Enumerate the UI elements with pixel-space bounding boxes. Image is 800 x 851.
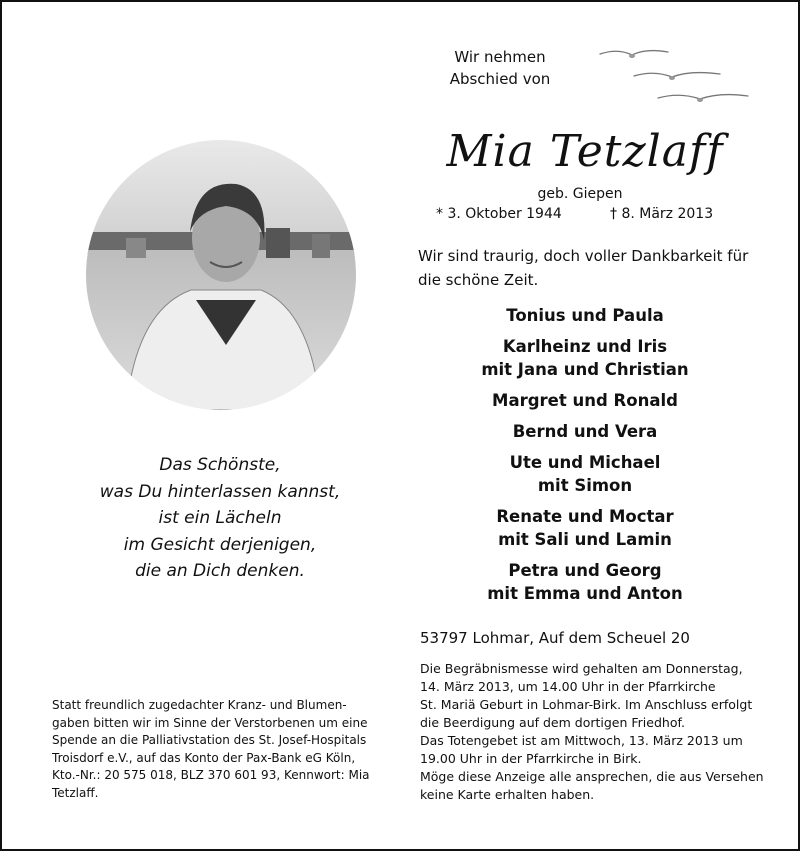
family-line: mit Jana und Christian: [481, 360, 689, 379]
service-line: 19.00 Uhr in der Pfarrkirche in Birk.: [420, 751, 642, 766]
family-group: [430, 420, 740, 443]
donation-line: Statt freundlich zugedachter Kranz- und Blumen-: [52, 698, 347, 712]
service-line: Die Begräbnismesse wird gehalten am Donnerstag,: [420, 661, 743, 676]
seagulls-illustration: [596, 44, 756, 114]
family-group: [430, 505, 740, 551]
service-line: keine Karte erhalten haben.: [420, 787, 595, 802]
intro-line: Wir nehmen: [454, 48, 546, 66]
quote-line: im Gesicht derjenigen,: [123, 534, 317, 555]
service-line: 14. März 2013, um 14.00 Uhr in der Pfarrkirche: [420, 679, 716, 694]
service-details: [420, 660, 764, 804]
family-line: Karlheinz und Iris: [502, 337, 668, 356]
family-list: [430, 304, 740, 613]
portrait-photo: [86, 140, 356, 410]
sorrow-line: Wir sind traurig, doch voller Dankbarkeit für: [418, 247, 749, 265]
family-line: mit Simon: [537, 476, 633, 495]
sorrow-line: die schöne Zeit.: [418, 271, 539, 289]
donation-line: gaben bitten wir im Sinne der Verstorbenen um eine: [52, 715, 368, 730]
quote-line: die an Dich denken.: [135, 561, 305, 581]
sorrow-text: [418, 244, 758, 292]
donation-request: [52, 697, 392, 803]
family-line: Margret und Ronald: [492, 391, 678, 410]
service-line: Das Totengebet ist am Mittwoch, 13. März 2013 um: [420, 733, 743, 748]
intro-text: [425, 46, 575, 90]
family-line: Tonius und Paula: [506, 306, 664, 325]
maiden-name: geb. Giepen: [537, 186, 623, 202]
quote-line: Das Schönste,: [159, 455, 281, 475]
donation-line: Kto.-Nr.: 20 575 018, BLZ 370 601 93, Kennwort: Mia: [52, 768, 370, 783]
family-line: Bernd und Vera: [512, 422, 658, 441]
service-line: die Beerdigung auf dem dortigen Friedhof.: [420, 715, 685, 730]
family-group: [430, 559, 740, 605]
portrait-image: [86, 140, 356, 410]
donation-line: Spende an die Palliativstation des St. Josef-Hospitals: [52, 733, 367, 748]
family-group: [430, 304, 740, 327]
family-group: [430, 451, 740, 497]
seagulls-icon: [596, 44, 756, 114]
intro-line: Abschied von: [449, 70, 551, 88]
birth-date: * 3. Oktober 1944: [436, 206, 562, 222]
family-line: Ute und Michael: [509, 453, 661, 472]
service-line: Möge diese Anzeige alle ansprechen, die aus Versehen: [420, 769, 764, 784]
quote-line: ist ein Lächeln: [158, 508, 282, 528]
deceased-name: Mia Tetzlaff: [446, 126, 724, 177]
family-group: [430, 389, 740, 412]
family-line: mit Emma und Anton: [487, 584, 683, 603]
quote-line: was Du hinterlassen kannst,: [99, 481, 341, 502]
family-group: [430, 335, 740, 381]
family-line: mit Sali und Lamin: [498, 530, 672, 549]
service-line: St. Mariä Geburt in Lohmar-Birk. Im Anschluss erfolgt: [420, 697, 753, 712]
donation-line: Tetzlaff.: [52, 785, 99, 800]
death-date: † 8. März 2013: [610, 206, 714, 222]
family-address: 53797 Lohmar, Auf dem Scheuel 20: [420, 629, 690, 647]
family-line: Renate und Moctar: [496, 507, 674, 526]
memorial-quote: [90, 452, 350, 585]
family-line: Petra und Georg: [508, 561, 662, 580]
donation-line: Troisdorf e.V., auf das Konto der Pax-Bank eG Köln,: [52, 750, 356, 765]
